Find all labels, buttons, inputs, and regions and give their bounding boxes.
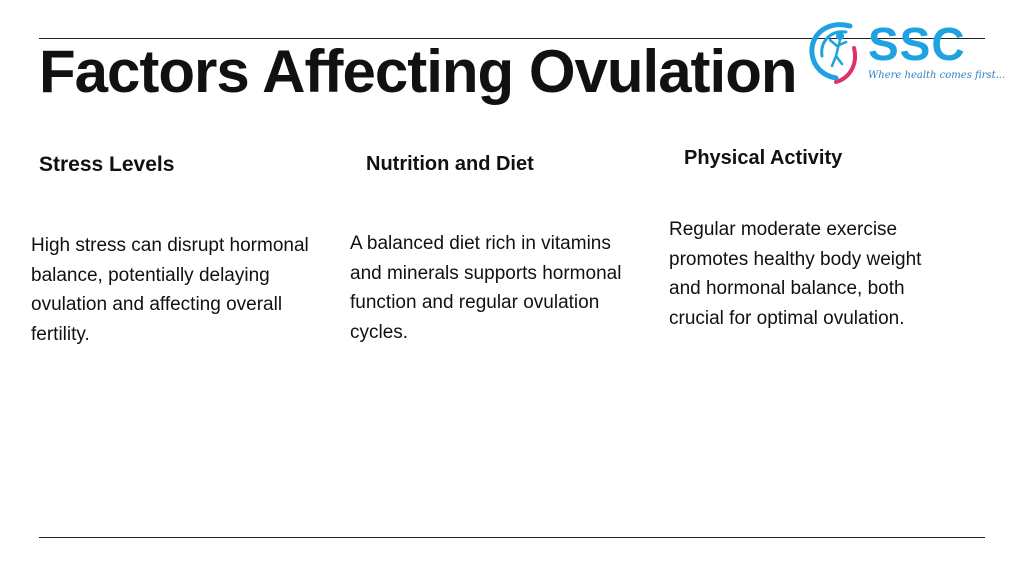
logo-figure-icon (806, 18, 868, 88)
column-body-stress: High stress can disrupt hormonal balance, potentially delaying ovulation and affecting overall fertility. (31, 235, 309, 345)
column-heading-activity: Physical Activity (684, 147, 843, 169)
ssc-logo (806, 18, 1006, 88)
logo-tagline: Where health comes first... (868, 70, 1006, 81)
column-body-nutrition: A balanced diet rich in vitamins and minerals supports hormonal function and regular ovulation cycles. (350, 233, 622, 343)
column-heading-stress: Stress Levels (39, 153, 175, 176)
column-body-activity: Regular moderate exercise promotes healthy body weight and hormonal balance, both crucial for optimal ovulation. (669, 219, 922, 329)
slide-title: Factors Affecting Ovulation (39, 38, 797, 105)
logo-wordmark: SSC (868, 18, 966, 70)
bottom-divider (39, 537, 985, 538)
column-heading-nutrition: Nutrition and Diet (366, 153, 534, 175)
